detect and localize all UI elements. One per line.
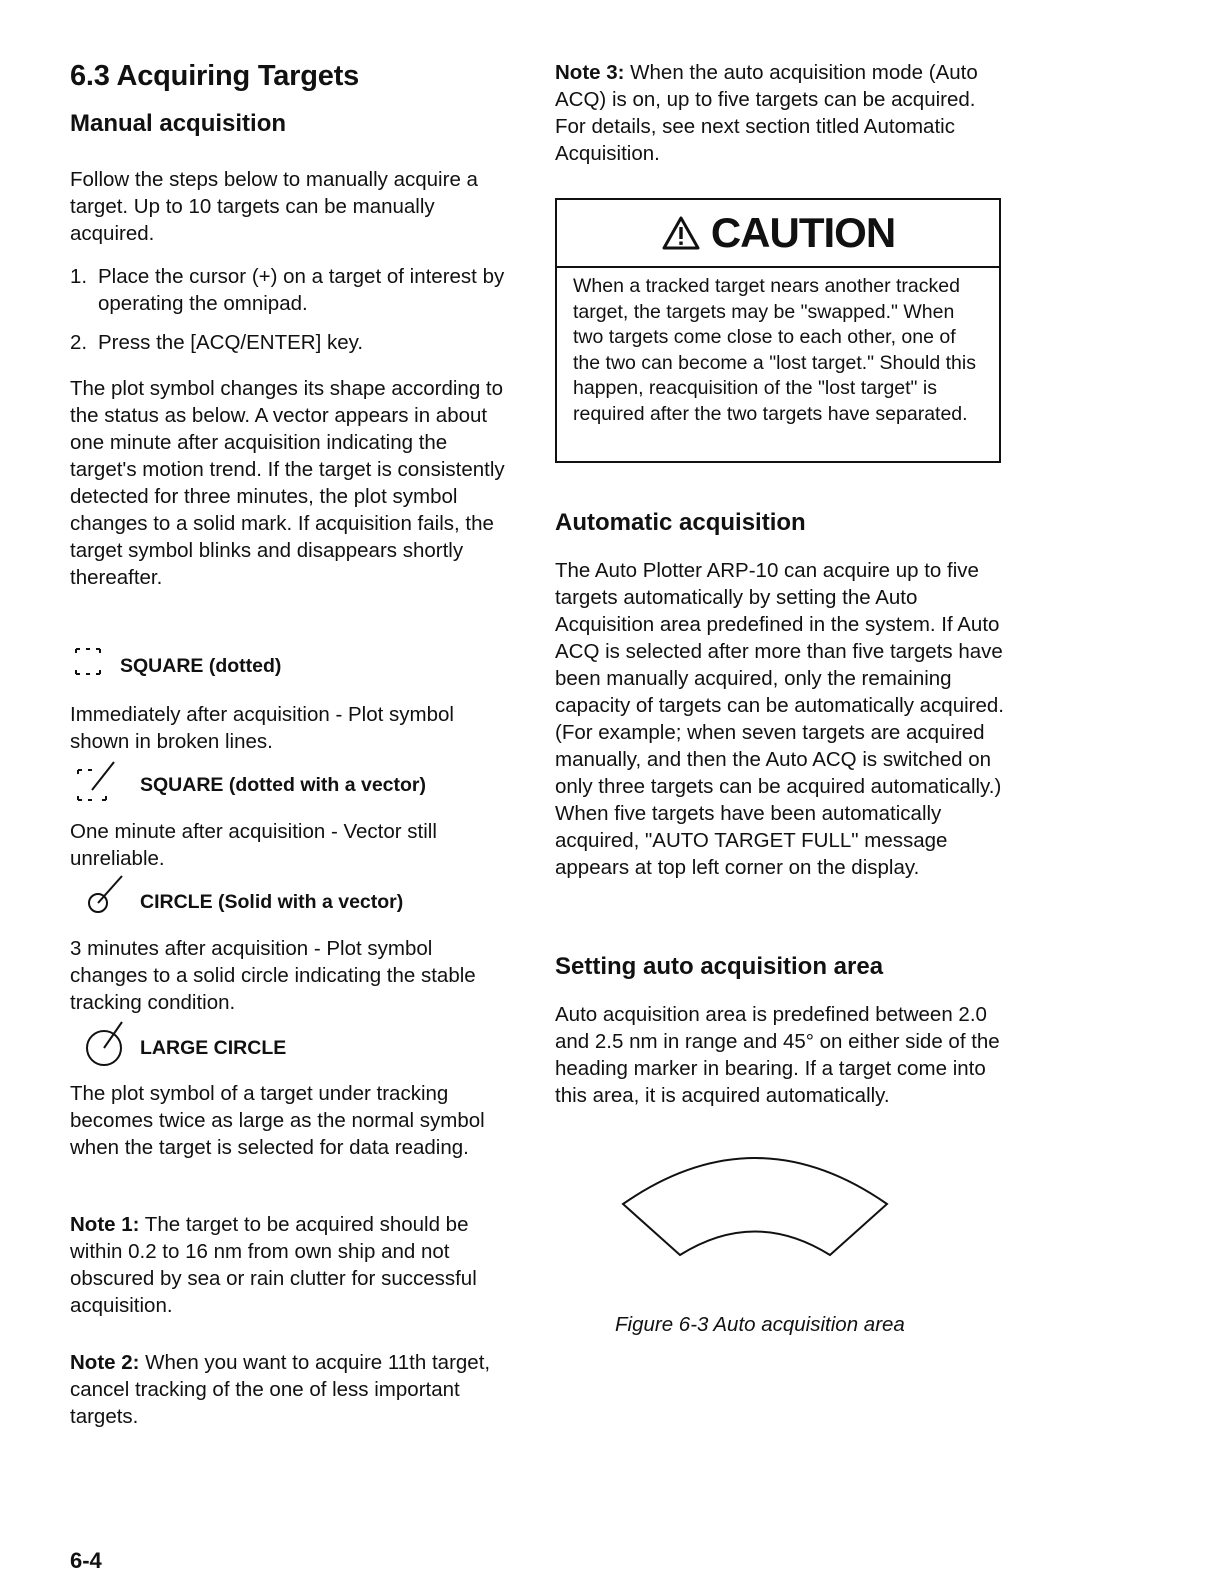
automatic-acquisition-text: The Auto Plotter ARP-10 can acquire up to five targets automatically by setting the Auto Acquisition area predefined in the system. If Auto ACQ is selected after more than five targets have been manually acquired, only the remaining capacity of targets can be automatically acquired. (For example; when seven targets are acquired manually, and then the Auto ACQ is switched on only three targets can be acquired automatically.) When five targets have been automatically acquired, "AUTO TARGET FULL" message appears at top left corner on the display. — [555, 559, 1004, 879]
symbol-label: SQUARE (dotted) — [120, 654, 282, 677]
setting-area-heading: Setting auto acquisition area — [555, 953, 884, 980]
symbol-label: SQUARE (dotted with a vector) — [140, 773, 427, 796]
note-1 — [70, 1211, 512, 1319]
step-number: 2. — [70, 331, 88, 354]
symbol-description: The plot symbol of a target under tracking becomes twice as large as the normal symbol when the target is selected for data reading. — [70, 1082, 485, 1159]
page-number: 6-4 — [70, 1548, 102, 1573]
auto-acquisition-area-figure — [617, 1148, 897, 1260]
note-label: Note 2: — [70, 1351, 140, 1374]
automatic-acquisition-heading: Automatic acquisition — [555, 509, 806, 536]
note-text: When the auto acquisition mode (Auto ACQ) is on, up to five targets can be acquired. For details, see next section titled Automatic Acquisition. — [555, 61, 978, 165]
note-2 — [70, 1349, 512, 1430]
step-text: Place the cursor (+) on a target of interest by operating the omnipad. — [98, 265, 505, 315]
setting-area-text: Auto acquisition area is predefined between 2.0 and 2.5 nm in range and 45° on either side of the heading marker in bearing. If a target come into this area, it is acquired automatically. — [555, 1003, 1000, 1107]
step-text: Press the [ACQ/ENTER] key. — [98, 331, 364, 354]
note-text: The target to be acquired should be within 0.2 to 16 nm from own ship and not obscured by sea or rain clutter for successful acquisition. — [70, 1213, 477, 1317]
symbol-description: 3 minutes after acquisition - Plot symbol changes to a solid circle indicating the stable tracking condition. — [70, 937, 476, 1014]
note-label: Note 1: — [70, 1213, 140, 1236]
plot-symbol-paragraph: The plot symbol changes its shape according to the status as below. A vector appears in about one minute after acquisition indicating the target's motion trend. If the target is consistently detected for three minutes, the plot symbol changes to a solid mark. If acquisition fails, the target symbol blinks and disappears shortly thereafter. — [70, 377, 505, 589]
caution-title: CAUTION — [710, 209, 896, 256]
dotted-square-icon — [70, 644, 116, 678]
dotted-square-vector-icon — [70, 758, 132, 806]
caution-header — [557, 200, 999, 268]
large-circle-icon — [70, 1020, 132, 1068]
steps-list — [70, 263, 512, 356]
caution-text: When a tracked target nears another tracked target, the targets may be "swapped." When two targets come close to each other, one of the two can become a "lost target." Should this happen, reacquisition of the "lost target" is required after the two targets have separated. — [573, 275, 976, 425]
symbol-circle-vector-row — [70, 870, 403, 918]
symbol-description: Immediately after acquisition - Plot symbol shown in broken lines. — [70, 703, 454, 753]
circle-vector-icon — [70, 870, 132, 918]
symbol-label: LARGE CIRCLE — [140, 1036, 287, 1059]
warning-triangle-icon — [661, 215, 701, 251]
symbol-large-circle-row — [70, 1020, 286, 1068]
note-label: Note 3: — [555, 61, 625, 84]
step-item — [70, 329, 512, 356]
manual-intro: Follow the steps below to manually acquire a target. Up to 10 targets can be manually acquired. — [70, 168, 478, 245]
note-text: When you want to acquire 11th target, cancel tracking of the one of less important targets. — [70, 1351, 491, 1428]
manual-acquisition-heading: Manual acquisition — [70, 110, 287, 137]
note-3 — [555, 59, 1005, 167]
symbol-label: CIRCLE (Solid with a vector) — [140, 890, 404, 913]
section-title: 6.3 Acquiring Targets — [70, 60, 360, 92]
figure-caption: Figure 6-3 Auto acquisition area — [615, 1313, 905, 1336]
symbol-square-dotted-row — [70, 644, 281, 678]
step-item — [70, 263, 512, 317]
symbol-square-vector-row — [70, 758, 426, 806]
step-number: 1. — [70, 265, 88, 288]
symbol-description: One minute after acquisition - Vector still unreliable. — [70, 820, 437, 870]
caution-box — [555, 198, 1001, 463]
